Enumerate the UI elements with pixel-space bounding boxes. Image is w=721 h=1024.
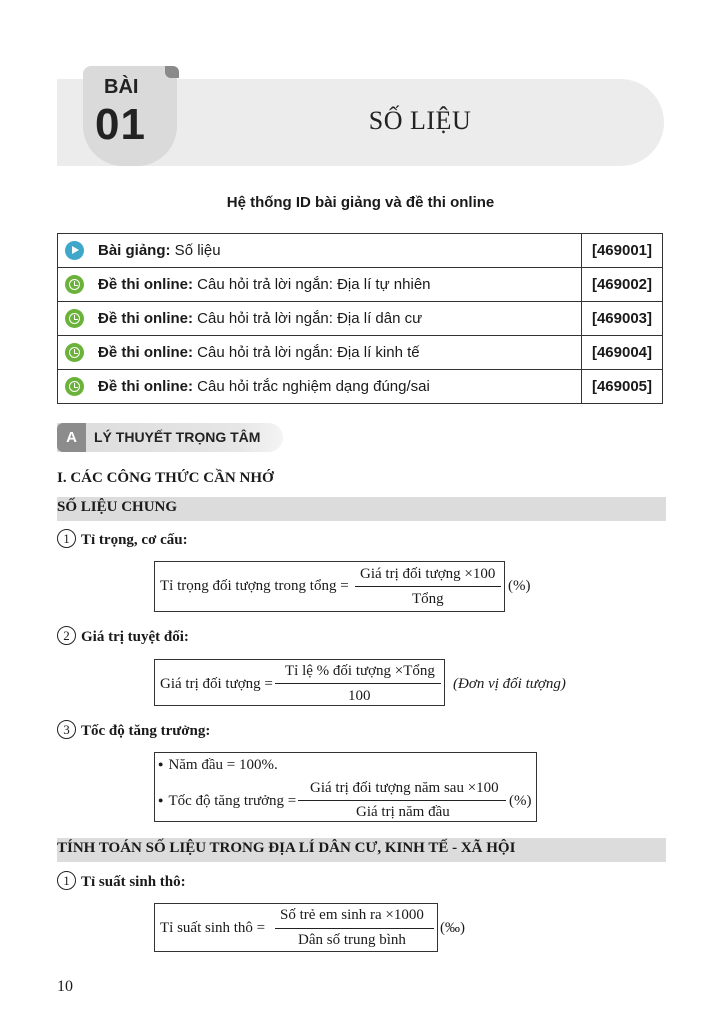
- formula-lhs: Giá trị đối tượng =: [160, 676, 273, 692]
- item-number: 1: [57, 529, 76, 548]
- row-text: Số liệu: [170, 242, 221, 259]
- formula-unit: (‰): [440, 920, 465, 936]
- row-kind: Đề thi online:: [98, 344, 193, 361]
- formula-denominator: Giá trị năm đầu: [356, 804, 450, 820]
- formula-lhs: ● Tốc độ tăng trưởng =: [158, 793, 296, 810]
- formula-unit: (%): [509, 793, 532, 809]
- item-title: Giá trị tuyệt đối:: [81, 629, 189, 645]
- row-code: [469002]: [582, 268, 663, 302]
- fraction-line: [298, 800, 506, 801]
- formula-denominator: Tổng: [412, 591, 444, 607]
- id-row[interactable]: [58, 370, 663, 404]
- formula-lhs: Tỉ trọng đối tượng trong tổng =: [160, 578, 349, 594]
- row-text: Câu hỏi trắc nghiệm dạng đúng/sai: [193, 378, 430, 395]
- item-birth-rate: [57, 871, 186, 891]
- id-table: [57, 233, 663, 404]
- row-text: Câu hỏi trả lời ngắn: Địa lí tự nhiên: [193, 276, 431, 293]
- play-icon: [65, 241, 84, 260]
- formula-unit: (Đơn vị đối tượng): [453, 676, 566, 692]
- heading-formulas: I. CÁC CÔNG THỨC CẦN NHỚ: [57, 470, 274, 486]
- formula-first-year: ● Năm đầu = 100%.: [158, 757, 278, 774]
- fraction-line: [355, 586, 501, 587]
- row-kind: Bài giảng:: [98, 242, 171, 259]
- band-general-title: SỐ LIỆU CHUNG: [57, 499, 178, 515]
- section-a-badge: A: [57, 423, 86, 452]
- id-row[interactable]: [58, 268, 663, 302]
- item-growth-rate: [57, 720, 210, 740]
- clock-icon: [65, 343, 84, 362]
- formula-lhs: Tỉ suất sinh thô =: [160, 920, 266, 936]
- row-text: Câu hỏi trả lời ngắn: Địa lí kinh tế: [193, 344, 420, 361]
- clock-icon: [65, 377, 84, 396]
- formula-numerator: Số trẻ em sinh ra ×1000: [280, 907, 424, 923]
- clock-icon: [65, 309, 84, 328]
- clock-icon: [65, 275, 84, 294]
- section-a-title: LÝ THUYẾT TRỌNG TÂM: [94, 429, 261, 445]
- id-system-title: Hệ thống ID bài giảng và đề thi online: [226, 194, 495, 211]
- row-kind: Đề thi online:: [98, 310, 193, 327]
- formula-numerator: Tỉ lệ % đối tượng ×Tổng: [285, 663, 435, 679]
- item-number: 1: [57, 871, 76, 890]
- row-code: [469004]: [582, 336, 663, 370]
- item-absolute-value: [57, 626, 189, 646]
- lesson-label: BÀI: [104, 76, 139, 98]
- row-code: [469001]: [582, 234, 663, 268]
- item-title: Tỉ suất sinh thô:: [81, 874, 186, 890]
- id-row[interactable]: [58, 234, 663, 268]
- row-kind: Đề thi online:: [98, 276, 193, 293]
- item-proportion: [57, 529, 188, 549]
- lesson-title: SỐ LIỆU: [368, 106, 472, 135]
- row-kind: Đề thi online:: [98, 378, 193, 395]
- id-row[interactable]: [58, 336, 663, 370]
- fraction-line: [275, 683, 441, 684]
- fraction-line: [275, 928, 434, 929]
- formula-numerator: Giá trị đối tượng năm sau ×100: [310, 780, 499, 796]
- formula-denominator: Dân số trung bình: [298, 932, 406, 948]
- formula-denominator: 100: [348, 688, 371, 704]
- lesson-number: 01: [95, 100, 146, 149]
- row-code: [469005]: [582, 370, 663, 404]
- item-title: Tốc độ tăng trưởng:: [81, 723, 211, 739]
- formula-numerator: Giá trị đối tượng ×100: [360, 566, 496, 582]
- id-row[interactable]: [58, 302, 663, 336]
- band-demographics-title: TÍNH TOÁN SỐ LIỆU TRONG ĐỊA LÍ DÂN CƯ, KINH TẾ - XÃ HỘI: [57, 840, 516, 856]
- item-number: 2: [57, 626, 76, 645]
- row-text: Câu hỏi trả lời ngắn: Địa lí dân cư: [193, 310, 423, 327]
- item-number: 3: [57, 720, 76, 739]
- formula-unit: (%): [508, 578, 531, 594]
- item-title: Tỉ trọng, cơ cấu:: [81, 532, 188, 548]
- row-code: [469003]: [582, 302, 663, 336]
- page-number: 10: [57, 978, 73, 995]
